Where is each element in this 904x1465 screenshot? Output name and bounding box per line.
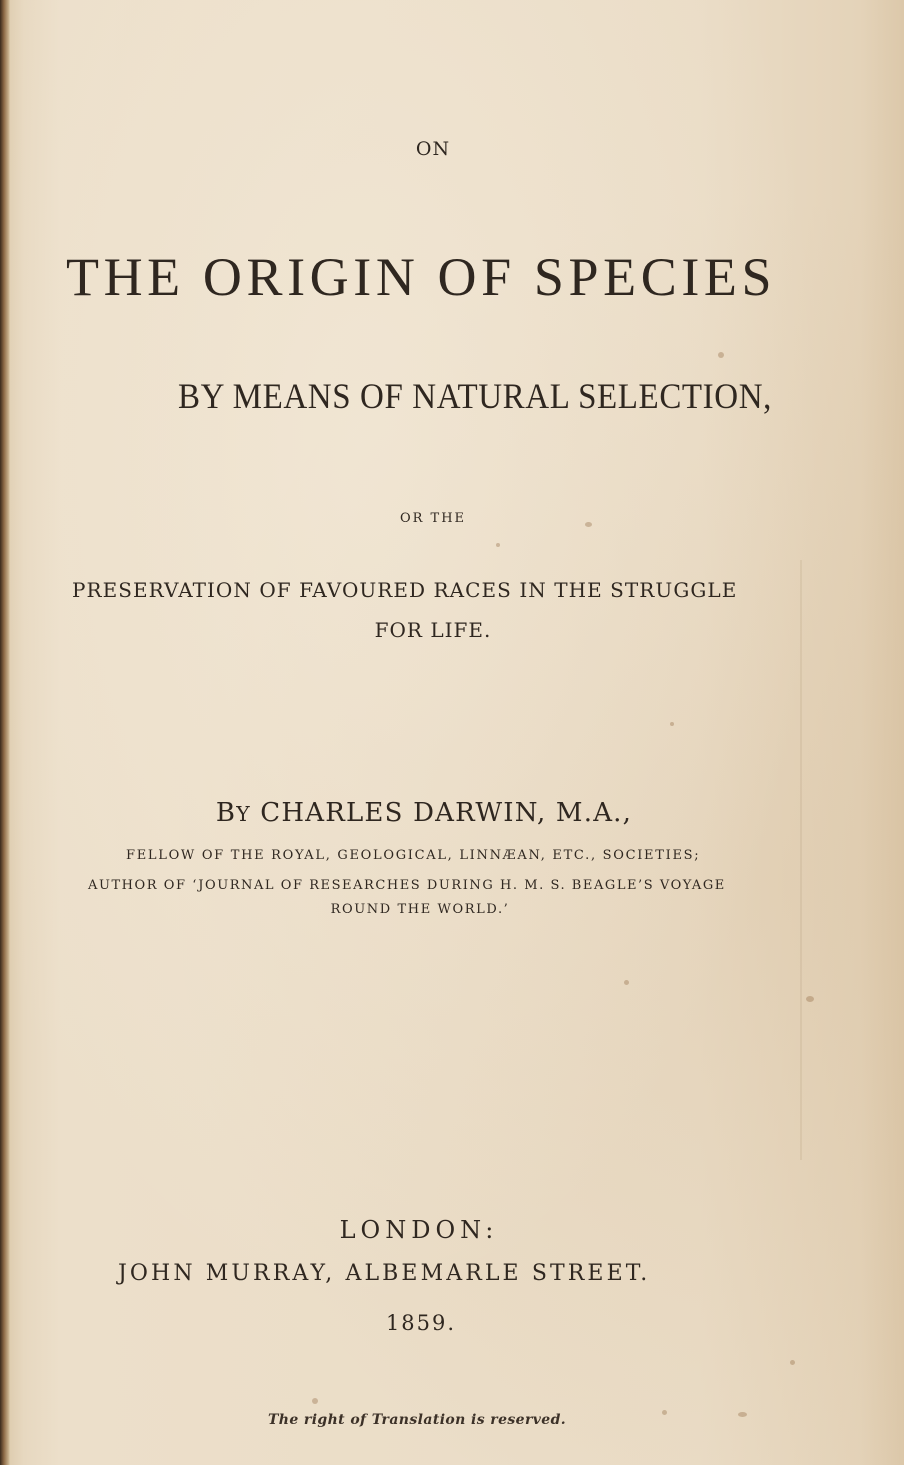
foxing-spot: [624, 980, 629, 985]
book-title: THE ORIGIN OF SPECIES: [66, 247, 777, 307]
author-name: CHARLES DARWIN, M.A.,: [250, 798, 633, 828]
foxing-spot: [496, 543, 500, 547]
imprint-year: 1859.: [385, 1311, 457, 1335]
author-by-initial: B: [215, 798, 237, 828]
alternate-title-line-2: FOR LIFE.: [374, 618, 492, 642]
book-spine-edge: [0, 0, 10, 1465]
heading-on: ON: [415, 138, 451, 160]
rights-notice: The right of Translation is reserved.: [267, 1412, 567, 1428]
author-credentials-journal-cont: ROUND THE WORLD.’: [330, 902, 510, 917]
alternate-title-line-1: PRESERVATION OF FAVOURED RACES IN THE STRUGGLE: [72, 578, 738, 602]
foxing-spot: [718, 352, 724, 358]
foxing-spot: [312, 1398, 318, 1404]
foxing-spot: [670, 722, 674, 726]
book-subtitle: BY MEANS OF NATURAL SELECTION,: [178, 378, 772, 417]
imprint-publisher: JOHN MURRAY, ALBEMARLE STREET.: [118, 1261, 651, 1286]
author-line: [0, 798, 848, 828]
author-by-rest: Y: [236, 802, 251, 826]
author-credentials-journal: AUTHOR OF ‘JOURNAL OF RESEARCHES DURING H. M. S. BEAGLE’S VOYAGE: [88, 878, 726, 893]
foxing-spot: [790, 1360, 795, 1365]
author-credentials-fellow: FELLOW OF THE ROYAL, GEOLOGICAL, LINNÆAN, ETC., SOCIETIES;: [126, 848, 701, 863]
imprint-city: LONDON:: [339, 1216, 499, 1244]
foxing-spot: [806, 996, 814, 1002]
page-crease: [800, 560, 802, 1160]
connector-or-the: OR THE: [399, 511, 467, 526]
